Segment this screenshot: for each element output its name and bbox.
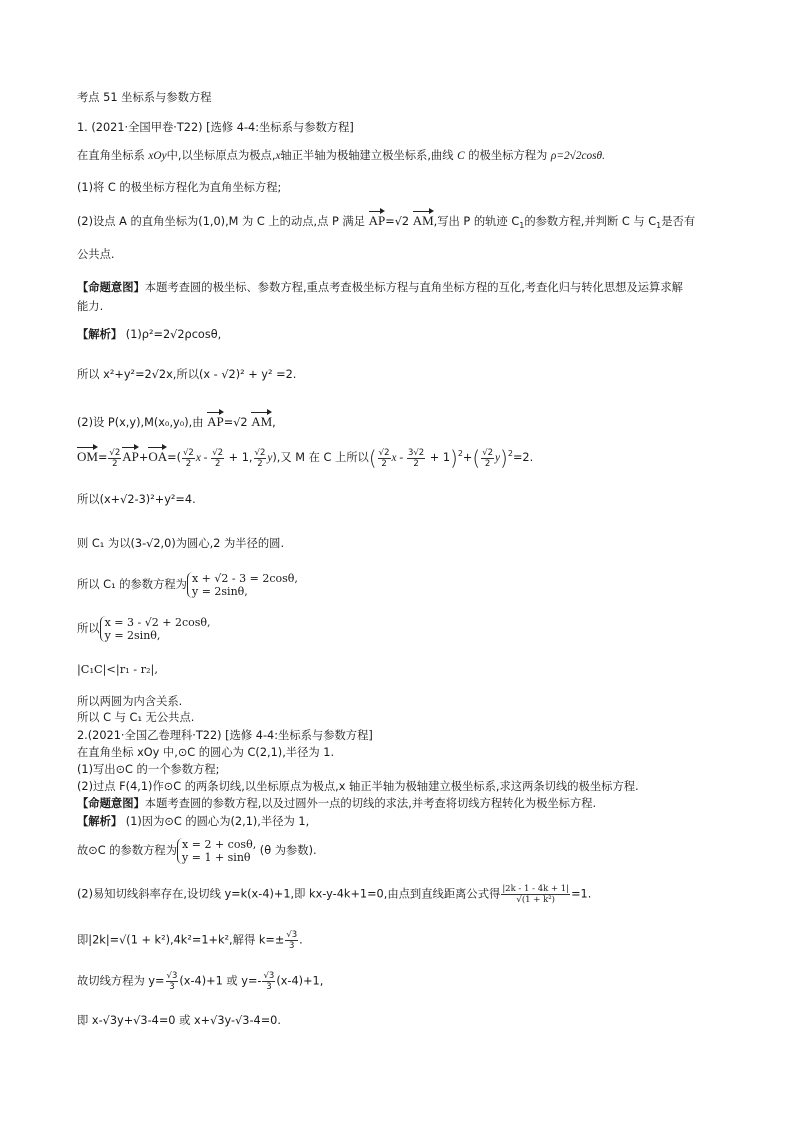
q2-stem: 在直角坐标 xOy 中,⊙C 的圆心为 C(2,1),半径为 1. (77, 746, 335, 759)
q1-sol-l4-paren-open-2: ( (472, 446, 481, 470)
q1-sol-vector-ap-2: AP (122, 446, 139, 465)
q2-solution-line-2 (77, 838, 317, 864)
q1-solution-line-7 (77, 572, 298, 598)
q1-sol-l4-f3n: √2 (212, 447, 224, 458)
q1-part1: (1)将 C 的极坐标方程化为直角坐标方程; (77, 181, 282, 194)
q1-sol-l3-a: (2)设 P(x,y),M(x₀,y₀),由 (77, 416, 204, 429)
q2-sol-l3-frac (501, 884, 570, 905)
q1-solution-line-2: 所以 x²+y²=2√2x,所以(x - √2)² + y² =2. (77, 368, 297, 381)
q2-sol-l5-fd2: 3 (266, 982, 272, 992)
q2-sol-l5-fd: 3 (169, 982, 175, 992)
q2-sol-l5-frac1 (166, 971, 179, 992)
q1-sol-l8-a: 所以 (77, 622, 100, 635)
q1-sol-l4-paren-close-2: ) (500, 446, 508, 470)
q2-sol-l2-b: (θ 为参数). (259, 844, 317, 857)
q1-stem-eq: ρ=2√2cosθ. (550, 150, 605, 162)
q1-stem-b: 中,以坐标原点为极点, (166, 149, 276, 162)
q1-stem-d: 的极坐标方程为 (468, 149, 548, 162)
q1-sol-l8-r2: y = 2sinθ, (104, 629, 161, 642)
q2-solution-line-1 (77, 814, 309, 830)
q1-part2-sub: 1 (519, 221, 525, 230)
q1-part2-mid: =√2 (385, 215, 410, 228)
q1-sol-vector-am: AM (251, 411, 272, 430)
q2-sol-l4-a: 即|2k|=√(1 + k²),4k²=1+k²,解得 k=± (77, 933, 285, 947)
q1-sol-l7-a: 所以 C₁ 的参数方程为 (77, 578, 187, 591)
q1-solution-line-8 (77, 616, 211, 642)
q2-sol-l2-a: 故⊙C 的参数方程为 (77, 844, 178, 857)
q1-sol-l4-f7d: 2 (484, 458, 491, 469)
q1-sol-l4-f5n: √2 (378, 447, 390, 458)
q1-solution-line-9: |C₁C|<|r₁ - r₂|, (77, 663, 158, 676)
q1-sol-l4-paren-close: ) (450, 446, 458, 470)
q2-sol-l5-c: (x-4)+1, (276, 974, 324, 988)
q2-header: 2.(2021·全国乙卷理科·T22) [选修 4-4:坐标系与参数方程] (77, 729, 373, 742)
q1-sol-l4-paren-open: ( (368, 446, 377, 470)
q1-sol-l4-f2d: 2 (185, 458, 192, 469)
q2-part2: (2)过点 F(4,1)作⊙C 的两条切线,以坐标原点为极点,x 轴正半轴为极轴建立极坐标系,求这两条切线的极坐标方程. (77, 780, 639, 793)
q1-sol-l4-frac7 (481, 448, 494, 469)
q1-sol-l4-x2: x - (391, 452, 406, 464)
q1-sol-l4-f6n: 3√2 (407, 447, 425, 458)
q1-sol-l4-frac1 (108, 448, 121, 469)
q1-sol-l4-plus2: + 1 (426, 451, 451, 464)
q1-sol-l7-r2: y = 2sinθ, (191, 585, 248, 598)
q1-sol-l4-frac6 (407, 448, 425, 469)
q2-sol-l3-b: =1. (571, 887, 592, 901)
q2-sol-l3-a: (2)易知切线斜率存在,设切线 y=k(x-4)+1,即 kx-y-4k+1=0,由点到直线距离公式得 (77, 887, 501, 901)
q1-solution-line-1 (77, 327, 221, 343)
q1-solution-label: 【解析】 (77, 328, 123, 341)
q2-sol-l2-r1: x = 2 + cosθ, (182, 838, 257, 851)
q2-solution-line-3 (77, 884, 591, 905)
q1-solution-line-10: 所以两圆为内含关系. (77, 695, 183, 708)
q1-stem-a: 在直角坐标系 (77, 149, 145, 162)
q1-solution-l1: (1)ρ²=2√2ρcosθ, (125, 328, 222, 341)
q2-sol-l5-fn2: √3 (263, 971, 275, 981)
q1-sol-l4-end: =2. (512, 451, 534, 464)
q1-vector-ap: AP (369, 210, 386, 229)
q1-stem-curve: C (457, 150, 465, 162)
q1-sol-l4-f2n: √2 (183, 447, 194, 458)
q2-solution-label: 【解析】 (77, 815, 123, 828)
q1-intent-label: 【命题意图】 (77, 281, 145, 294)
q1-stem-c: 轴正半轴为极轴建立极坐标系,曲线 (280, 149, 454, 162)
q1-solution-line-5: 所以(x+√2-3)²+y²=4. (77, 493, 196, 506)
q1-vector-am: AM (413, 210, 434, 229)
q1-stem-xoy: xOy (148, 150, 167, 162)
q1-intent (77, 280, 683, 296)
q2-sol-l4-frac (285, 930, 298, 951)
q2-sol-l3-fn: |2k - 1 - 4k + 1| (502, 884, 570, 894)
q1-sol-l4-f1d: 2 (112, 458, 118, 469)
q1-solution-line-4 (77, 446, 533, 469)
q2-sol-l2-system (177, 838, 256, 864)
q2-sol-l5-b: (x-4)+1 或 y=- (179, 974, 262, 988)
q2-solution-line-4 (77, 930, 303, 951)
q1-sol-l4-f4d: 2 (257, 458, 263, 469)
q2-sol-l4-fd: 3 (289, 941, 295, 951)
q2-sol-l3-fd: √(1 + k²) (516, 895, 555, 905)
q1-part2-b: ,写出 P 的轨迹 C (433, 215, 520, 228)
q1-sol-l8-r1: x = 3 - √2 + 2cosθ, (104, 616, 211, 629)
q1-sol-vector-ap: AP (207, 411, 224, 430)
q1-sol-l4-close: ),又 M 在 C 上所以 (272, 451, 369, 464)
q1-sol-l4-f5d: 2 (381, 458, 387, 469)
q1-sol-l4-plus1: + 1, (225, 451, 253, 464)
q2-sol-l2-r2: y = 1 + sinθ (182, 851, 251, 864)
q1-solution-line-11: 所以 C 与 C₁ 无公共点. (77, 711, 195, 724)
q1-sol-l3-mid: =√2 (223, 416, 248, 429)
q1-sol-l4-frac3 (211, 448, 224, 469)
q1-sol-l4-frac4 (254, 448, 267, 469)
q1-part2 (77, 210, 695, 234)
q1-sol-l4-f3d: 2 (214, 458, 221, 469)
q1-sol-l8-system (100, 616, 211, 642)
q2-solution-l1: (1)因为⊙C 的圆心为(2,1),半径为 1, (125, 815, 310, 828)
q1-sol-l4-sq2: 2 (507, 449, 513, 458)
q1-part2-c: 的参数方程,并判断 C 与 C (524, 215, 657, 228)
q1-stem-x: x (275, 150, 281, 162)
q1-stem (77, 148, 605, 164)
q1-sol-l4-frac2 (182, 448, 195, 469)
q1-sol-vector-oa: OA (148, 446, 167, 465)
q1-sol-l4-plus: + (138, 451, 149, 464)
q1-sol-l4-f1n: √2 (109, 447, 121, 458)
q1-sol-l4-f7n: √2 (482, 447, 494, 458)
q2-sol-l4-fn: √3 (286, 930, 298, 940)
q1-header: 1. (2021·全国甲卷·T22) [选修 4-4:坐标系与参数方程] (77, 121, 354, 134)
q2-sol-l5-fn: √3 (166, 971, 178, 981)
section-title: 考点 51 坐标系与参数方程 (77, 91, 212, 104)
q2-sol-l5-frac2 (262, 971, 275, 992)
q1-intent-cont: 能力. (77, 300, 104, 313)
q1-part2-d: 是否有 (661, 215, 696, 228)
q1-sol-l4-plus3: + (462, 451, 473, 464)
q1-solution-line-6: 则 C₁ 为以(3-√2,0)为圆心,2 为半径的圆. (77, 537, 285, 550)
q2-intent-text: 本题考查圆的参数方程,以及过圆外一点的切线的求法,并考查将切线方程转化为极坐标方程. (144, 797, 597, 810)
q1-part2-a: (2)设点 A 的直角坐标为(1,0),M 为 C 上的动点,点 P 满足 (77, 215, 366, 228)
q1-sol-vector-om: OM (77, 446, 98, 465)
q2-sol-l4-b: . (299, 933, 303, 947)
q1-part2-cont: 公共点. (77, 248, 115, 261)
q1-solution-line-3 (77, 411, 276, 431)
q1-sol-l4-x: x - (195, 452, 211, 464)
q2-sol-l5-a: 故切线方程为 y= (77, 974, 165, 988)
q2-intent (77, 796, 596, 812)
q1-sol-l3-end: , (272, 416, 276, 429)
q1-intent-text: 本题考查圆的极坐标、参数方程,重点考查极坐标方程与直角坐标方程的互化,考查化归与转化思想及运算求解 (144, 281, 683, 294)
q1-part2-sub2: 1 (656, 221, 662, 230)
q1-sol-l4-eq: = (97, 451, 108, 464)
q1-sol-l4-sq1: 2 (457, 449, 463, 458)
q2-solution-line-6: 即 x-√3y+√3-4=0 或 x+√3y-√3-4=0. (77, 1014, 281, 1027)
q2-solution-line-5 (77, 971, 323, 992)
q1-sol-l4-y: y (267, 452, 273, 464)
q1-sol-l4-f4n: √2 (254, 447, 266, 458)
q1-sol-l7-system (187, 572, 298, 598)
q1-sol-l7-r1: x + √2 - 3 = 2cosθ, (191, 572, 298, 585)
q2-intent-label: 【命题意图】 (77, 797, 145, 810)
q1-sol-l4-open: =( (167, 451, 181, 464)
q1-sol-l4-f6d: 2 (413, 458, 419, 469)
q2-part1: (1)写出⊙C 的一个参数方程; (77, 763, 220, 776)
q1-sol-l4-y2: y (495, 452, 501, 464)
q1-sol-l4-frac5 (378, 448, 391, 469)
